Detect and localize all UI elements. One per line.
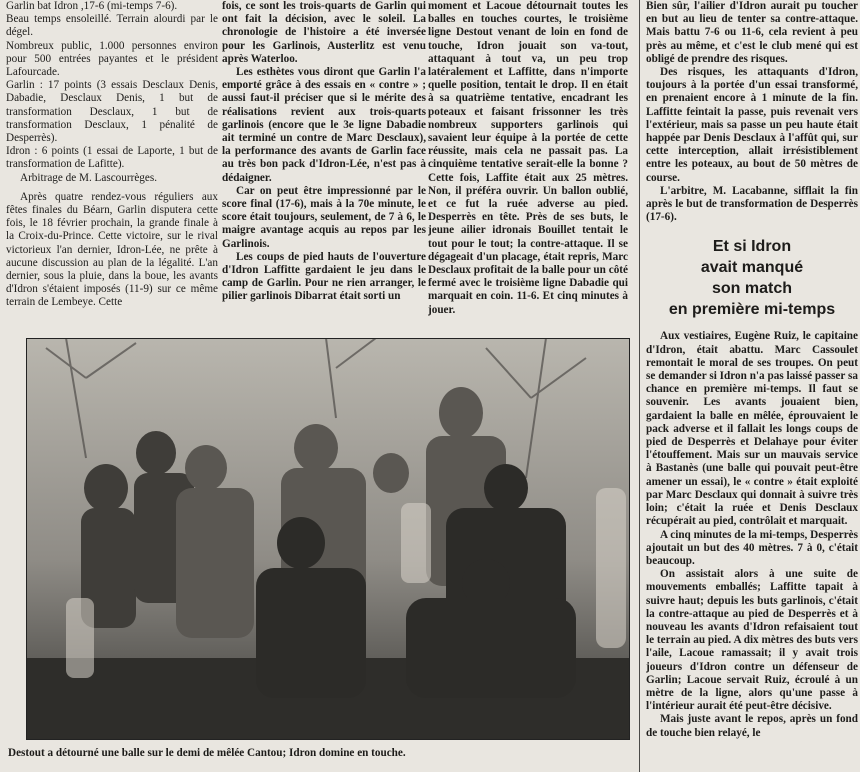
match-result: Garlin bat Idron ,17-6 (mi-temps 7-6).	[6, 0, 178, 12]
article-paragraph: L'arbitre, M. Lacabanne, sifflait la fin après le but de transformation de Desperrès (17-6).	[646, 184, 858, 224]
garlin-scorers: Garlin : 17 points (3 essais Desclaux Denis, Dabadie, Desclaux Denis, 1 but de transformation Desclaux, 1 but de transformation Desclaux, 1 pénalité de Desperrès).	[6, 79, 218, 145]
article-paragraph: Les esthètes vous diront que Garlin l'a emporté grâce à des essais en « contre » ; aussi faut-il préciser que si le mérite des réalisations revient aux trois-quarts garlinois (encore que le 3e ligne Dabadie ait terminé un contre de Marc Desclaux), la performance des avants de Garlin face au très bon pack d'Idron-Lée, n'est pas à dédaigner.	[222, 66, 426, 184]
article-column-4	[646, 0, 858, 772]
article-paragraph: Mais juste avant le repos, après un fond de touche bien relayé, le	[646, 713, 858, 739]
article-paragraph: fois, ce sont les trois-quarts de Garlin qui ont fait la décision, avec le soleil. La chronologie de l'histoire a été inversée pour les Garlinois, Austerlitz est venu après Waterloo.	[222, 0, 426, 65]
headline-line: avait manqué	[700, 259, 804, 277]
photo-caption: Destout a détourné une balle sur le demi de mêlée Cantou; Idron domine en touche.	[8, 747, 406, 759]
match-photo	[26, 338, 630, 740]
referee-note: Arbitrage de M. Lascourrèges.	[20, 171, 157, 184]
article-paragraph: moment et Lacoue détournait toutes les balles en touches courtes, le troisième ligne Destout venant de loin en fond de touche, Idron jouait son va-tout, attaquant à tout va, un peu trop latéralement et Laffitte, dans n'importe quelle position, tentait le drop. Il en était à sa quatrième tentative, encadrant les poteaux et faisant frissonner les très nombreux supporters garlinois qui savaient leur équipe à la portée de cette réussite, mais cela ne passait pas. La cinquième tentative serait-elle la bonne ? Cette fois, Laffite était aux 25 mètres. Non, il préféra ouvrir. Un ballon oublié, et ce fut la ruée adverse au pied. Desperrès en tête. Près de ses buts, le jeune ailier idronais Bouillet tentait le tout pour le tout; la contre-attaque. Il se dégageait d'un placage, était repris, Marc Desclaux profitait de la balle pour un côté fermé avec le troisième ligne Dabadie qui marquait en coin. 11-6. Et cinq minutes à jouer.	[428, 0, 628, 316]
article-column-2	[222, 0, 426, 330]
article-column-1	[6, 0, 218, 330]
rugby-lineout-photo	[26, 338, 630, 740]
headline-line: Et si Idron	[712, 238, 792, 256]
article-intro: Après quatre rendez-vous réguliers aux fêtes finales du Béarn, Garlin disputera cette fois, le 18 février prochain, la grande finale à la Croix-du-Prince. Cette victoire, sur le rival victorieux l'an dernier, Idron-Lée, ne prête à aucune discussion au plan de la légalité. L'an dernier, sous la pluie, dans la boue, les avants d'Idron s'étaient imposés (11-9) sur ce même terrain de Lembeye. Cette	[6, 190, 218, 309]
sub-headline	[646, 236, 858, 320]
article-paragraph: Aux vestiaires, Eugène Ruiz, le capitaine d'Idron, était abattu. Marc Cassoulet remontait le moral de ses troupes. On peut se demander si Idron n'a pas laissé passer sa chance en première mi-temps. Il faut se souvenir. Les avants jouaient bien, gardaient la balle en mêlée, éprouvaient le pack adverse et il fallait les longs coups de pied de Desperrès et Delahaye pour éviter l'étouffement. Mais sur un mauvais service à Bastanès (une balle qui pouvait peut-être amener un essai), le « contre » était exploité par Marc Desclaux qui donnait à suivre très loin; c'était la ruée et Denis Desclaux récupérait au pied, contrôlait et marquait.	[646, 330, 858, 528]
article-paragraph: Car on peut être impressionné par le score final (17-6), mais à la 70e minute, le score était toujours, seulement, de 7 à 6, le maigre avantage acquis au repos par les Garlinois.	[222, 184, 426, 250]
article-paragraph: A cinq minutes de la mi-temps, Desperrès ajoutait un but des 40 mètres. 7 à 0, c'était beaucoup.	[646, 528, 858, 567]
article-column-3	[428, 0, 628, 330]
crowd-note: Nombreux public, 1.000 personnes environ pour 500 entrées payantes et le président Lafourcade.	[6, 39, 218, 79]
article-paragraph: Des risques, les attaquants d'Idron, toujours à la portée d'un essai transformé, en prenaient encore à 1 minute de la fin. Laffitte feintait la passe, puis revenait vers l'extérieur, mais sa passe un peu haute était happée par Denis Desclaux à l'affût qui, sur cette interception, allait irrésistiblement entre les poteaux, au bout de 50 mètres de course.	[646, 66, 858, 184]
headline-line: en première mi-temps	[668, 301, 836, 319]
article-paragraph: Les coups de pied hauts de l'ouverture d'Idron Laffitte gardaient le jeu dans le camp de Garlin. Pour ne rien arranger, le pilier garlinois Dibarrat était sorti un	[222, 250, 426, 303]
article-paragraph: On assistait alors à une suite de mouvements emballés; Laffitte tapait à suivre haut; depuis les buts garlinois, c'était la contre-attaque au pied de Desperrès et à nouveau les avants d'Idron refaisaient tout le terrain au pied. A dix mètres des buts vers l'aile, Lacoue ramassait; il y avait trois joueurs d'Idron contre un défenseur de Garlin; Lacoue servait Ruiz, écroulé à un mètre de la ligne, alors qu'une passe à l'intérieur aurait été peut-être décisive.	[646, 568, 858, 713]
weather-note: Beau temps ensoleillé. Terrain alourdi par le dégel.	[6, 13, 218, 39]
headline-line: son match	[711, 280, 792, 298]
column-divider	[639, 0, 640, 772]
article-paragraph: Bien sûr, l'ailier d'Idron aurait pu toucher en but au lieu de tenter sa contre-attaque. Mais battu 7-6 ou 11-6, cela revient à peu près au même, et c'est le club mené qui est obligé de prendre des risques.	[646, 0, 858, 65]
idron-scorers: Idron : 6 points (1 essai de Laporte, 1 but de transformation de Lafitte).	[6, 145, 218, 171]
